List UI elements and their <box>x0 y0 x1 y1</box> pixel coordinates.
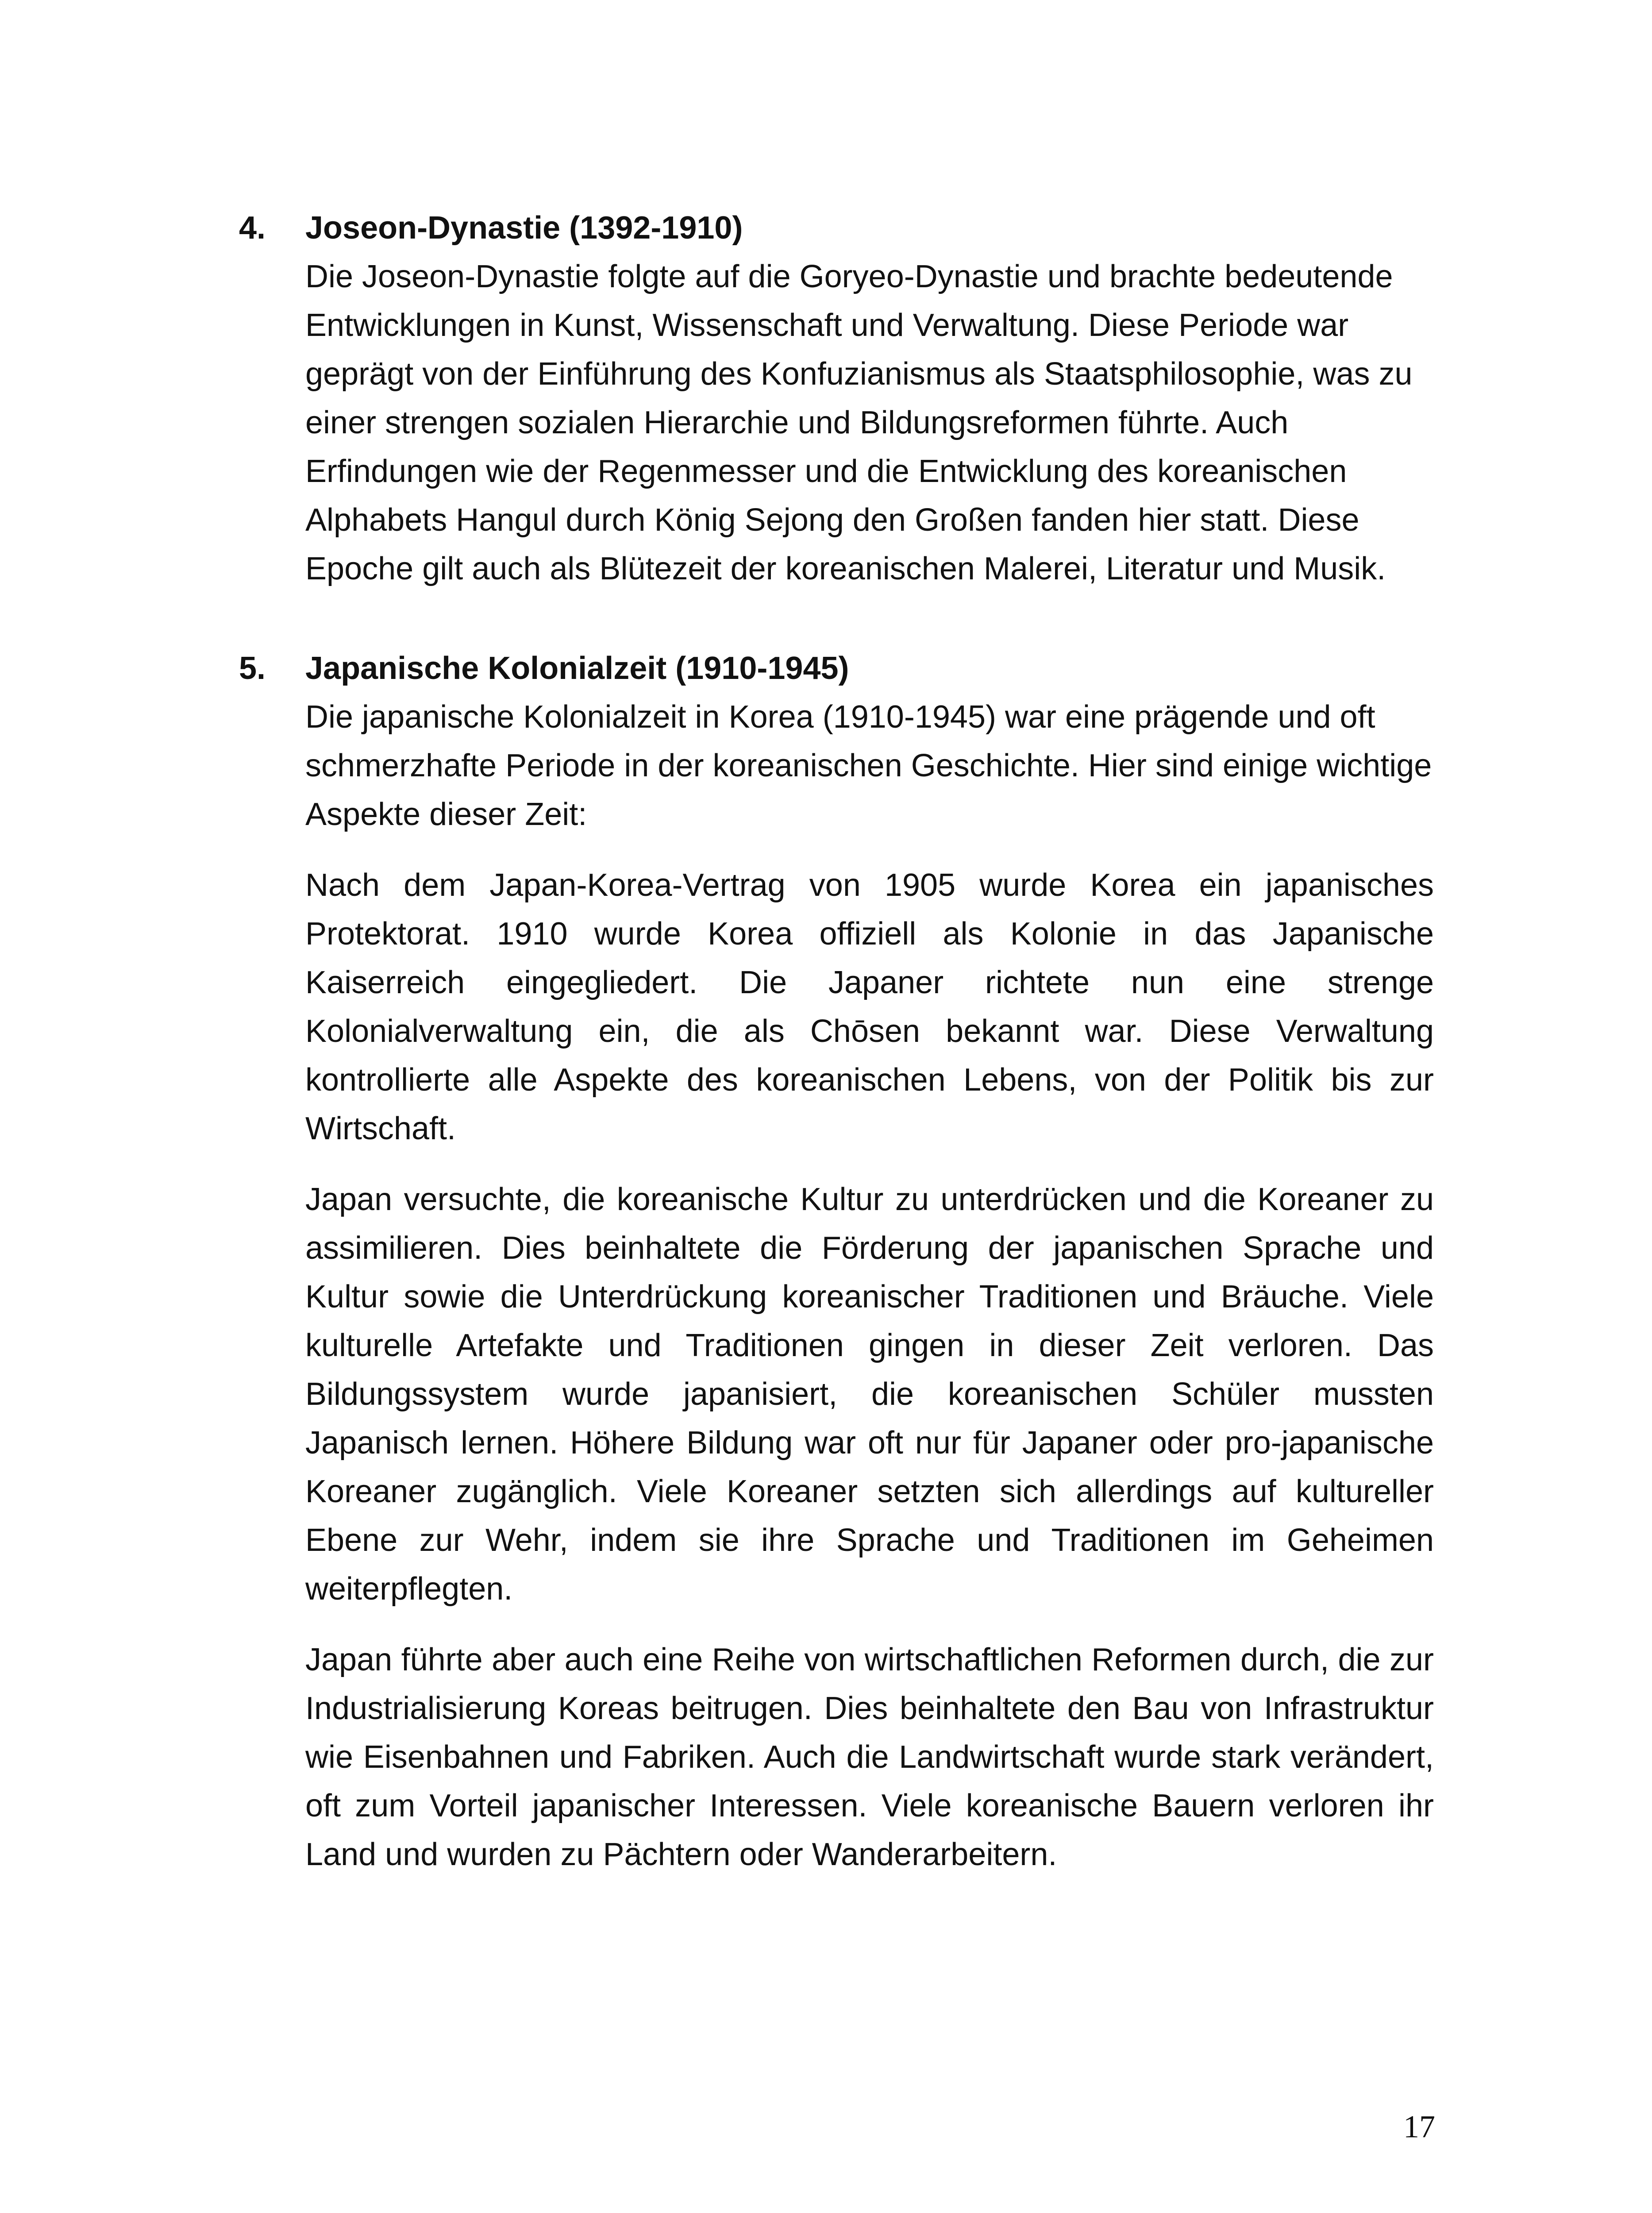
paragraph: Die Joseon-Dynastie folgte auf die Goryeo-Dynastie und brachte bedeutende Entwicklungen in Kunst, Wissenschaft und Verwaltung. Diese Periode war geprägt von der Einführung des Konfuzianismus als Staatsphilosophie, was zu einer strengen sozialen Hierarchie und Bildungsreformen führte. Auch Erfindungen wie der Regenmesser und die Entwicklung des koreanischen Alphabets Hangul durch König Sejong den Großen fanden hier statt. Diese Epoche gilt auch als Blütezeit der koreanischen Malerei, Literatur und Musik. <box>305 259 1413 586</box>
paragraph: Japan versuchte, die koreanische Kultur zu unterdrücken und die Koreaner zu assimilieren. Dies beinhaltete die Förderung der japanischen Sprache und Kultur sowie die Unterdrückung koreanischer Traditionen und Bräuche. Viele kulturelle Artefakte und Traditionen gingen in dieser Zeit verloren. Das Bildungssystem wurde japanisiert, die koreanischen Schüler mussten Japanisch lernen. Höhere Bildung war oft nur für Japaner oder pro-japanische Koreaner zugänglich. Viele Koreaner setzten sich allerdings auf kultureller Ebene zur Wehr, indem sie ihre Sprache und Traditionen im Geheimen weiterpflegten. <box>305 1182 1434 1607</box>
section-heading: Joseon-Dynastie (1392-1910) <box>305 210 743 246</box>
page-number: 17 <box>1403 2109 1435 2144</box>
section-heading: Japanische Kolonialzeit (1910-1945) <box>305 651 849 686</box>
section-number: 5. <box>239 651 266 686</box>
paragraph: Nach dem Japan-Korea-Vertrag von 1905 wurde Korea ein japanisches Protektorat. 1910 wurde Korea offiziell als Kolonie in das Japanische Kaiserreich eingegliedert. Die Japaner richtete nun eine strenge Kolonialverwaltung ein, die als Chōsen bekannt war. Diese Verwaltung kontrollierte alle Aspekte des koreanischen Lebens, von der Politik bis zur Wirtschaft. <box>305 867 1434 1146</box>
section-joseon-dynasty <box>0 204 1652 593</box>
section-number: 4. <box>239 210 266 246</box>
paragraph: Japan führte aber auch eine Reihe von wirtschaftlichen Reformen durch, die zur Industrialisierung Koreas beitrugen. Dies beinhaltete den Bau von Infrastruktur wie Eisenbahnen und Fabriken. Auch die Landwirtschaft wurde stark verändert, oft zum Vorteil japanischer Interessen. Viele koreanische Bauern verloren ihr Land und wurden zu Pächtern oder Wanderarbeitern. <box>305 1642 1434 1872</box>
section-japanese-colonial-period <box>0 644 1652 1879</box>
paragraph: Die japanische Kolonialzeit in Korea (1910-1945) war eine prägende und oft schmerzhafte Periode in der koreanischen Geschichte. Hier sind einige wichtige Aspekte dieser Zeit: <box>305 699 1432 832</box>
document-body <box>0 204 1652 1879</box>
